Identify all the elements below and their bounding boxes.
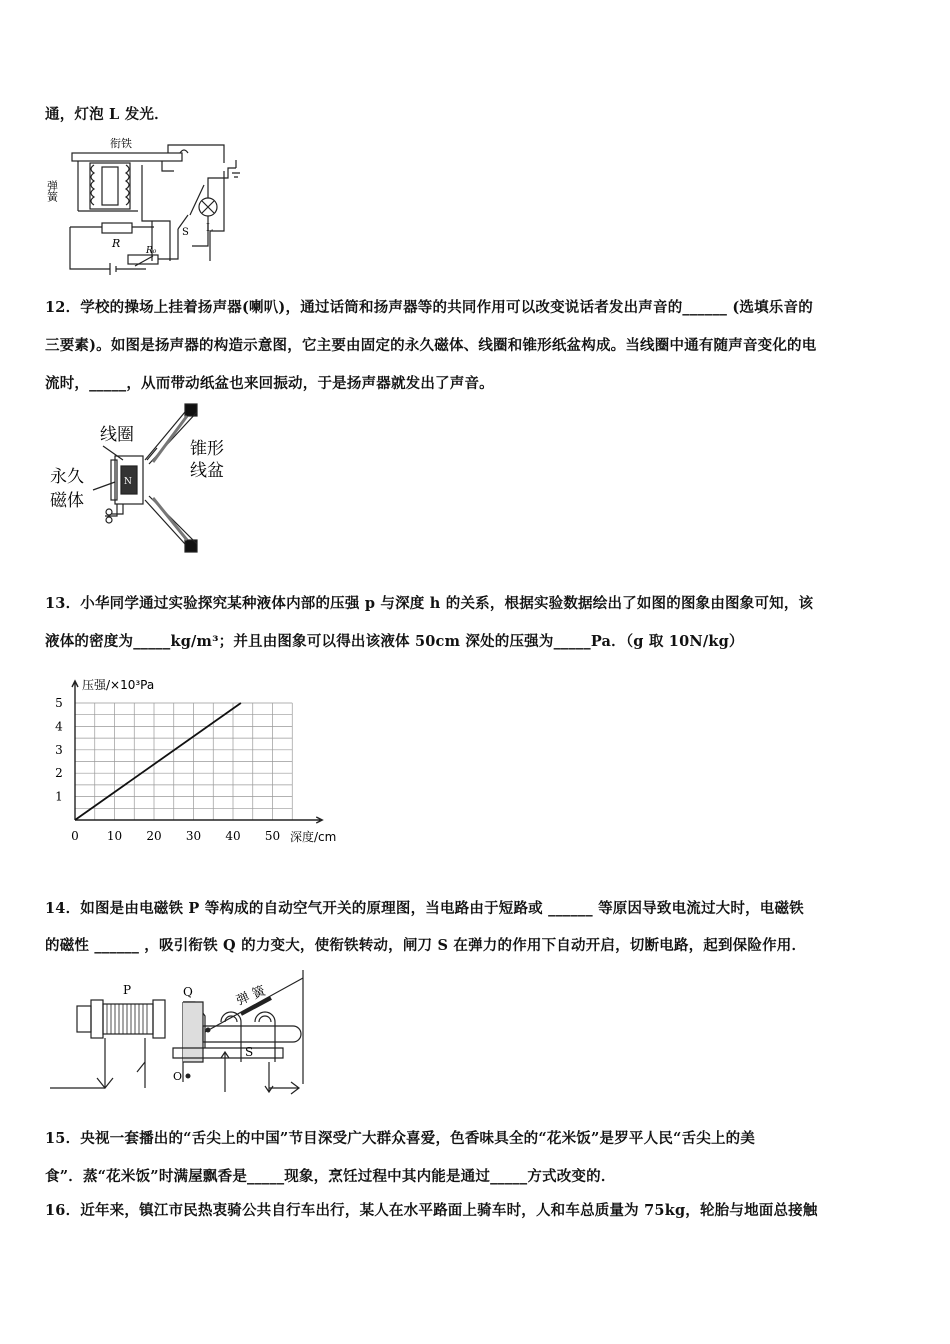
- loudspeaker-figure: [45, 400, 245, 560]
- pressure-depth-chart: [40, 670, 360, 855]
- relay-armature-label: 衔铁: [110, 137, 132, 150]
- relay-s-label: S: [182, 227, 189, 238]
- chart-ticks: [55, 696, 280, 843]
- x-tick-label: 0: [71, 829, 79, 843]
- q15-line2: 食”．蒸“花米饭”时满屋飘香是_____现象，烹饪过程中其内能是通过_____方式改变的．: [45, 1168, 616, 1185]
- q15-line1: 15．央视一套播出的“舌尖上的中国”节目深受广大群众喜爱，色香味具全的“花米饭”是罗平人民“舌尖上的美: [45, 1130, 756, 1147]
- speaker-coil-label: 线圈: [100, 425, 134, 445]
- relay-spring-label: 弹簧: [45, 180, 59, 202]
- x-tick-label: 30: [185, 829, 202, 843]
- q12-line1: 12．学校的操场上挂着扬声器(喇叭)，通过话筒和扬声器等的共同作用可以改变说话者发出声音的______ (选填乐音的: [45, 299, 813, 316]
- speaker-cone-label-2: 线盆: [190, 461, 224, 481]
- relay-r0-label: R₀: [146, 246, 157, 256]
- q12-line2: 三要素)。如图是扬声器的构造示意图，它主要由固定的永久磁体、线圈和锥形纸盆构成。当线圈中通有随声音变化的电: [45, 337, 817, 354]
- relay-r-label: R: [112, 237, 121, 250]
- y-tick-label: 3: [55, 742, 63, 757]
- y-axis: [72, 681, 78, 820]
- speaker-magnet-label-1: 永久: [50, 467, 84, 487]
- switch-p-label: P: [123, 983, 132, 997]
- q13-line1: 13．小华同学通过实验探究某种液体内部的压强 p 与深度 h 的关系，根据实验数据绘出了如图的图象由图象可知，该: [45, 595, 814, 612]
- relay-circuit-figure: [45, 135, 250, 275]
- air-switch-figure: [45, 962, 325, 1097]
- q12-line3: 流时，_____，从而带动纸盆也来回振动，于是扬声器就发出了声音。: [45, 375, 494, 392]
- chart-ylabel: 压强/×10³Pa: [82, 678, 155, 692]
- chart-axes: [72, 681, 322, 823]
- speaker-n-label: N: [124, 477, 132, 487]
- chart-xlabel: 深度/cm: [290, 830, 337, 844]
- q14-line2: 的磁性 ______ ，吸引衔铁 Q 的力变大，使衔铁转动，闸刀 S 在弹力的作用下自动开启，切断电路，起到保险作用．: [45, 937, 807, 954]
- relay-l-label: L: [206, 223, 213, 234]
- switch-spring-label: 弹 簧: [234, 983, 268, 1009]
- q13-line2: 液体的密度为_____kg/m³；并且由图象可以得出该液体 50cm 深处的压强为_____Pa．（g 取 10N/kg）: [45, 633, 744, 650]
- chart-grid: [75, 703, 292, 820]
- q14-line1: 14．如图是由电磁铁 P 等构成的自动空气开关的原理图，当电路由于短路或 ______ 等原因导致电流过大时，电磁铁: [45, 900, 804, 917]
- intro-text: 通，灯泡 L 发光．: [45, 106, 169, 123]
- x-tick-label: 20: [146, 829, 162, 843]
- y-tick-label: 4: [55, 719, 63, 734]
- x-axis: [75, 817, 322, 823]
- x-tick-label: 50: [264, 829, 281, 843]
- x-tick-label: 40: [225, 829, 241, 843]
- switch-q-label: Q: [183, 985, 193, 999]
- speaker-magnet-label-2: 磁体: [50, 491, 84, 511]
- q16-line1: 16．近年来，镇江市民热衷骑公共自行车出行，某人在水平路面上骑车时，人和车总质量为 75kg，轮胎与地面总接触: [45, 1202, 818, 1219]
- x-tick-label: 10: [106, 829, 123, 843]
- switch-s-label: S: [245, 1045, 254, 1059]
- y-tick-label: 1: [55, 789, 63, 804]
- y-tick-label: 2: [55, 766, 63, 781]
- switch-o-label: O: [173, 1070, 183, 1083]
- speaker-cone-label-1: 锥形: [190, 439, 224, 459]
- y-tick-label: 5: [55, 696, 63, 710]
